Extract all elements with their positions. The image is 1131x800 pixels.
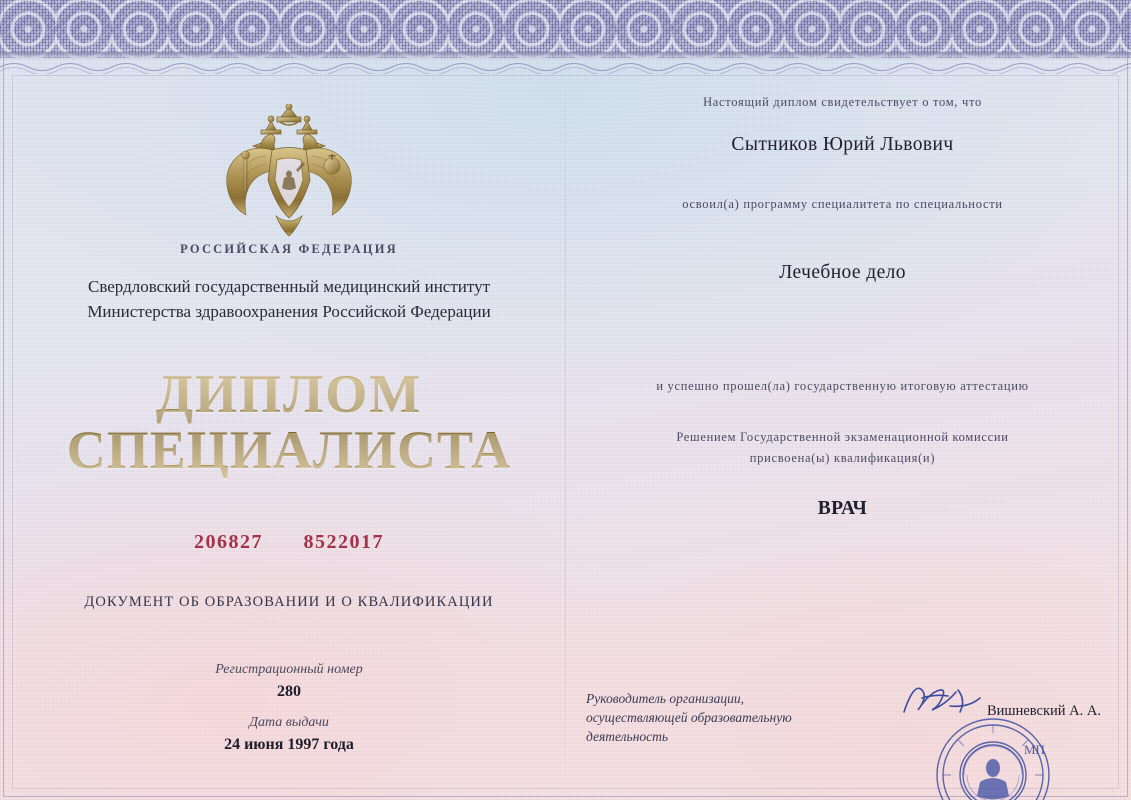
ornamental-top-band [0, 0, 1131, 58]
commission-line-1: Решением Государственной экзаменационной комиссии [676, 430, 1009, 444]
signatory-role-line-3: деятельность [586, 729, 669, 744]
qualification-value: ВРАЧ [817, 498, 868, 519]
institution-line-2: Министерства здравоохранения Российской Федерации [87, 302, 491, 321]
serial-code: 8522017 [303, 531, 384, 553]
serial-number: 206827 [194, 531, 263, 553]
program-name: Лечебное дело [779, 262, 906, 283]
attestation-text: и успешно прошел(ла) государственную итоговую аттестацию [656, 379, 1029, 393]
diploma-title-line-2: СПЕЦИАЛИСТА [66, 420, 512, 480]
signatory-role-line-1: Руководитель организации, [586, 691, 745, 706]
country-label: РОССИЙСКАЯ ФЕДЕРАЦИЯ [180, 242, 398, 256]
serial-row [13, 531, 565, 554]
registration-value: 280 [277, 683, 301, 700]
institution-name [13, 274, 565, 324]
signatory-role [586, 689, 876, 746]
program-intro-text: освоил(а) программу специалитета по специальности [682, 197, 1003, 211]
issue-date-value: 24 июня 1997 года [224, 736, 354, 753]
diploma-title [13, 366, 565, 478]
russian-double-headed-eagle-emblem [214, 104, 364, 244]
document-subtitle: ДОКУМЕНТ ОБ ОБРАЗОВАНИИ И О КВАЛИФИКАЦИИ [84, 594, 494, 610]
registration-label: Регистрационный номер [215, 662, 363, 677]
stamp-label: МП [1024, 742, 1045, 757]
signatory-name: Вишневский А. А. [987, 703, 1101, 719]
signatory-role-line-2: осуществляющей образовательную [586, 710, 792, 725]
commission-line-2: присвоена(ы) квалификация(и) [749, 451, 936, 465]
round-official-stamp [934, 716, 1052, 800]
commission-text [566, 427, 1119, 469]
intro-text: Настоящий диплом свидетельствует о том, что [703, 95, 982, 109]
holder-name: Сытников Юрий Львович [731, 134, 954, 155]
right-page [566, 76, 1119, 788]
wave-guilloche-line [0, 60, 1131, 74]
diploma-title-line-1: ДИПЛОМ [155, 364, 423, 424]
registration-block [13, 662, 565, 754]
band-medallion-pattern [0, 0, 1131, 58]
issue-date-label: Дата выдачи [249, 715, 329, 730]
left-page [13, 76, 565, 788]
institution-line-1: Свердловский государственный медицинский институт [88, 277, 490, 296]
